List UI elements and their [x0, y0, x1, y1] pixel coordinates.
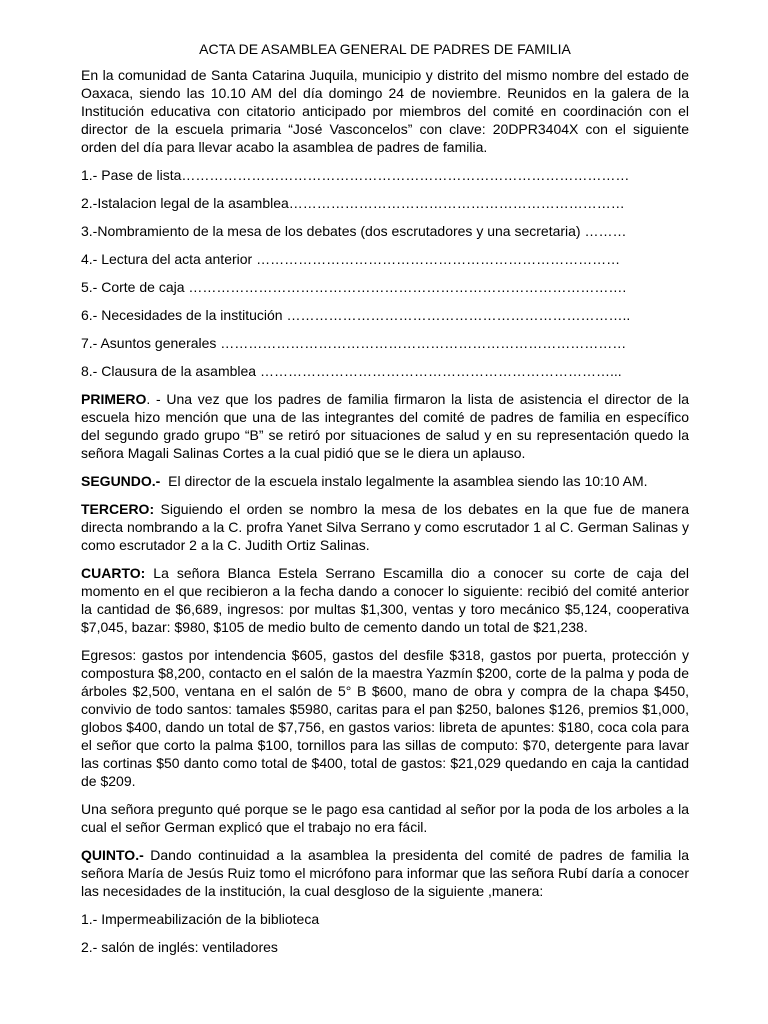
agenda-item: 6.- Necesidades de la institución ……………………………………………………………….. [81, 307, 631, 323]
section-tercero [81, 500, 689, 554]
agenda-item: 8.- Clausura de la asamblea …………………………………………………………………... [81, 363, 622, 379]
agenda-item: 7.- Asuntos generales …………………………………………………………………………… [81, 335, 627, 351]
pregunta-paragraph: Una señora pregunto qué porque se le pago esa cantidad al señor por la poda de los arboles a la cual el señor German explicó que el trabajo no era fácil. [81, 801, 689, 835]
egresos-paragraph: Egresos: gastos por intendencia $605, gastos del desfile $318, gastos por puerta, protección y compostura $8,200, contacto en el salón de la maestra Yazmín $200, corte de la palma y poda de árboles $2,500, ventana en el salón de 5° B $600, mano de obra y compra de la chapa $450, convivio de todo santos: tamales $5980, caritas para el pan $250, balones $126, premios $1,000, globos $400, dando un total de $7,756, en gastos varios: libreta de apuntes: $180, coca cola para el señor que corto la palma $100, tornillos para las sillas de computo: $70, detergente para lavar las cortinas $50 danto como total de $400, total de gastos: $21,029 quedando en caja la cantidad de $209. [81, 647, 689, 789]
agenda-item: 1.- Pase de lista…………………………………………………………………………………… [81, 167, 630, 183]
necesidad-item: 2.- salón de inglés: ventiladores [81, 939, 278, 955]
section-label: PRIMERO [81, 391, 147, 407]
necesidad-item: 1.- Impermeabilización de la biblioteca [81, 911, 320, 927]
section-text: La señora Blanca Estela Serrano Escamilla dio a conocer su corte de caja del momento en el que recibieron a la fecha dando a conocer lo siguiente: recibió del comité anterior la cantidad de $6,689, ingresos: por multas $1,300, ventas y toro mecánico $5,124, cooperativa $7,045, bazar: $980, $105 de medio bulto de cemento dando un total de $21,238. [81, 565, 689, 635]
agenda-list [81, 166, 689, 380]
agenda-item: 5.- Corte de caja …………………………………………………………………………………. [81, 279, 627, 295]
section-text: Siguiendo el orden se nombro la mesa de los debates en la que fue de manera directa nombrando a la C. profra Yanet Silva Serrano y como escrutador 1 al C. German Salinas y como escrutador 2 a la C. Judith Ortiz Salinas. [81, 501, 689, 553]
section-text: El director de la escuela instalo legalmente la asamblea siendo las 10:10 AM. [160, 473, 648, 489]
section-label: TERCERO: [81, 501, 155, 517]
section-segundo [81, 472, 689, 490]
agenda-item: 3.-Nombramiento de la mesa de los debates (dos escrutadores y una secretaria) ……… [81, 223, 627, 239]
section-cuarto [81, 564, 689, 636]
section-label: QUINTO.- [81, 847, 144, 863]
section-text: Dando continuidad a la asamblea la presidenta del comité de padres de familia la señora María de Jesús Ruiz tomo el micrófono para informar que las señora Rubí daría a conocer las necesidades de la institución, la cual desgloso de la siguiente ,manera: [81, 847, 689, 899]
agenda-item: 4.- Lectura del acta anterior …………………………………………………………………… [81, 251, 621, 267]
section-label: SEGUNDO.- [81, 473, 161, 489]
section-primero [81, 390, 689, 462]
section-quinto [81, 846, 689, 900]
intro-paragraph: En la comunidad de Santa Catarina Juquila, municipio y distrito del mismo nombre del estado de Oaxaca, siendo las 10.10 AM del día domingo 24 de noviembre. Reunidos en la galera de la Institución educativa con citatorio anticipado por miembros del comité en coordinación con el director de la escuela primaria “José Vasconcelos” con clave: 20DPR3404X con el siguiente orden del día para llevar acabo la asamblea de padres de familia. [81, 67, 689, 155]
section-label: CUARTO: [81, 565, 146, 581]
section-text: . - Una vez que los padres de familia firmaron la lista de asistencia el director de la escuela hizo mención que una de las integrantes del comité de padres de familia en específico del segundo grado grupo “B” se retiró por situaciones de salud y en su representación quedo la señora Magali Salinas Cortes a la cual pidió que se le diera un aplauso. [81, 391, 689, 461]
agenda-item: 2.-Istalacion legal de la asamblea……………………………………………………………… [81, 195, 625, 211]
document-title: ACTA DE ASAMBLEA GENERAL DE PADRES DE FAMILIA [199, 41, 571, 57]
document-page [81, 40, 689, 966]
